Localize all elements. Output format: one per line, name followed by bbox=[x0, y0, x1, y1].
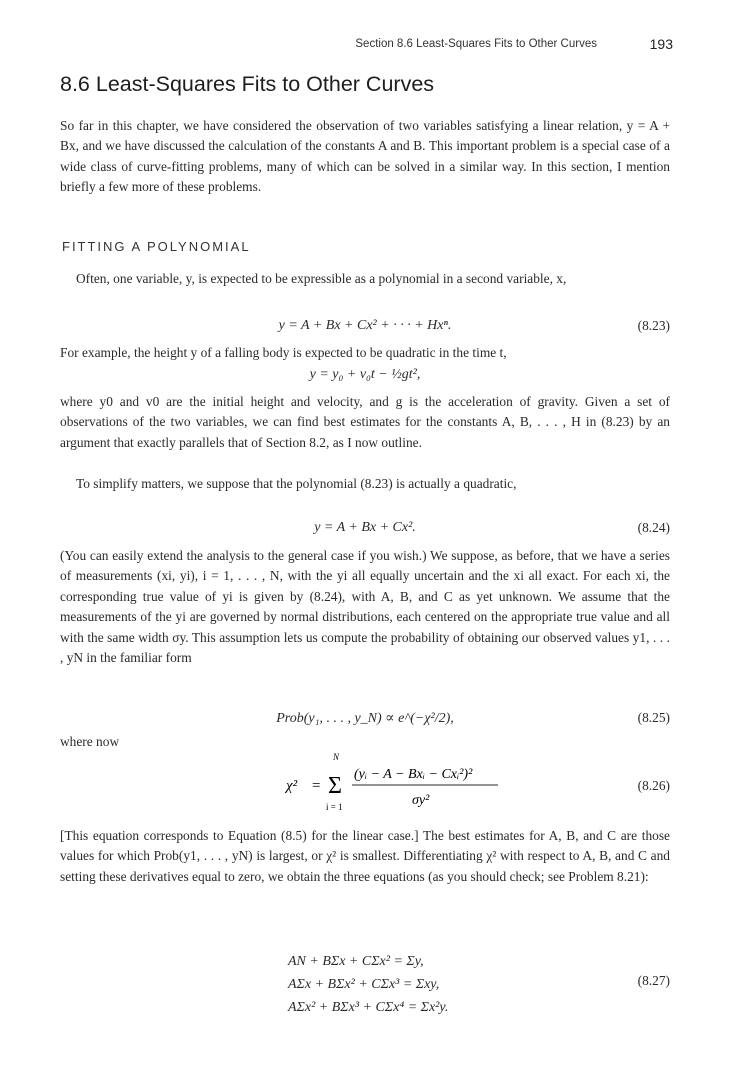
equation-number: (8.24) bbox=[637, 520, 670, 535]
equation-body: y = A + Bx + Cx². bbox=[314, 520, 416, 535]
running-head: Section 8.6 Least-Squares Fits to Other Curves bbox=[355, 38, 597, 50]
page-number: 193 bbox=[649, 36, 673, 52]
where-now-text: where now bbox=[60, 734, 120, 749]
summation-sign: Σ bbox=[328, 773, 342, 799]
fraction-numerator: (yᵢ − A − Bxᵢ − Cxᵢ²)² bbox=[354, 767, 473, 782]
equation-number: (8.23) bbox=[637, 318, 670, 333]
equation-number: (8.25) bbox=[637, 710, 670, 725]
equation-body: y = A + Bx + Cx² + · · · + Hxⁿ. bbox=[278, 318, 452, 333]
paragraph-initial-values: where y0 and v0 are the initial height and velocity, and g is the acceleration of gravity. Given a set of observations of the two variables, we can find best estimates for the constants A, B, . . . , H in (8.23) by an argument that exactly parallels that of Section 8.2, as I now outline. bbox=[60, 394, 670, 450]
section-title: 8.6 Least-Squares Fits to Other Curves bbox=[60, 72, 435, 96]
equation-8-25 bbox=[60, 710, 670, 732]
equation-falling-body bbox=[60, 367, 670, 389]
intro-paragraph: So far in this chapter, we have considered the observation of two variables satisfying a linear relation, y = A + Bx, and we have discussed the calculation of the constants A and B. This important problem is a special case of a wide class of curve-fitting problems, many of which can be solved in a similar way. In this section, I mention briefly a few more of these problems. bbox=[60, 118, 670, 195]
paragraph-polynomial: Often, one variable, y, is expected to be expressible as a polynomial in a second variable, x, bbox=[76, 271, 567, 286]
equation-line: AN + BΣx + CΣx² = Σy, bbox=[288, 954, 424, 969]
equation-8-27 bbox=[60, 950, 670, 1026]
equation-body: y = y₀ + v₀t − ½gt², bbox=[309, 367, 421, 382]
paragraph-best-estimates: [This equation corresponds to Equation (8.5) for the linear case.] The best estimates for A, B, and C are those values for which Prob(y1, . . . , yN) is largest, or χ² is smallest. Differentiating χ² with respect to A, B, and C and setting these derivatives equal to zero, we obtain the three equations (as you should check; see Problem 8.21): bbox=[60, 828, 670, 884]
equation-system bbox=[288, 950, 448, 1019]
equation-8-23 bbox=[60, 318, 670, 340]
page-header bbox=[0, 36, 729, 56]
equation-8-24 bbox=[60, 520, 670, 542]
equation-body: Prob(y₁, . . . , y_N) ∝ e^(−χ²/2), bbox=[276, 711, 454, 726]
equals-sign: = bbox=[312, 778, 321, 794]
sum-upper-limit: N bbox=[333, 752, 340, 762]
paragraph-falling-body: For example, the height y of a falling body is expected to be quadratic in the time t, bbox=[60, 345, 507, 360]
chi-squared-formula bbox=[280, 748, 500, 818]
equation-line: AΣx² + BΣx³ + CΣx⁴ = Σx²y. bbox=[288, 1000, 449, 1015]
sum-lower-limit: i = 1 bbox=[326, 802, 343, 812]
equation-line: AΣx + BΣx² + CΣx³ = Σxy, bbox=[288, 977, 440, 992]
equation-8-26 bbox=[60, 748, 670, 820]
paragraph-measurements: (You can easily extend the analysis to the general case if you wish.) We suppose, as before, that we have a series of measurements (xi, yi), i = 1, . . . , N, with the yi all equally uncertain and the xi all exact. For each xi, the corresponding true value of yi is given by (8.24), with A, B, and C as yet unknown. We assume that the measurements of the yi are governed by normal distributions, each centered on the appropriate true value and all with the same width σy. This assumption lets us compute the probability of obtaining our observed values y1, . . . , yN in the familiar form bbox=[60, 548, 670, 666]
fraction-denominator: σy² bbox=[412, 793, 430, 808]
equation-number: (8.26) bbox=[637, 778, 670, 793]
paragraph-quadratic: To simplify matters, we suppose that the polynomial (8.23) is actually a quadratic, bbox=[76, 476, 517, 491]
chi-squared-lhs: χ² bbox=[286, 778, 298, 794]
equation-number: (8.27) bbox=[637, 973, 670, 988]
subheading: FITTING A POLYNOMIAL bbox=[62, 239, 251, 254]
